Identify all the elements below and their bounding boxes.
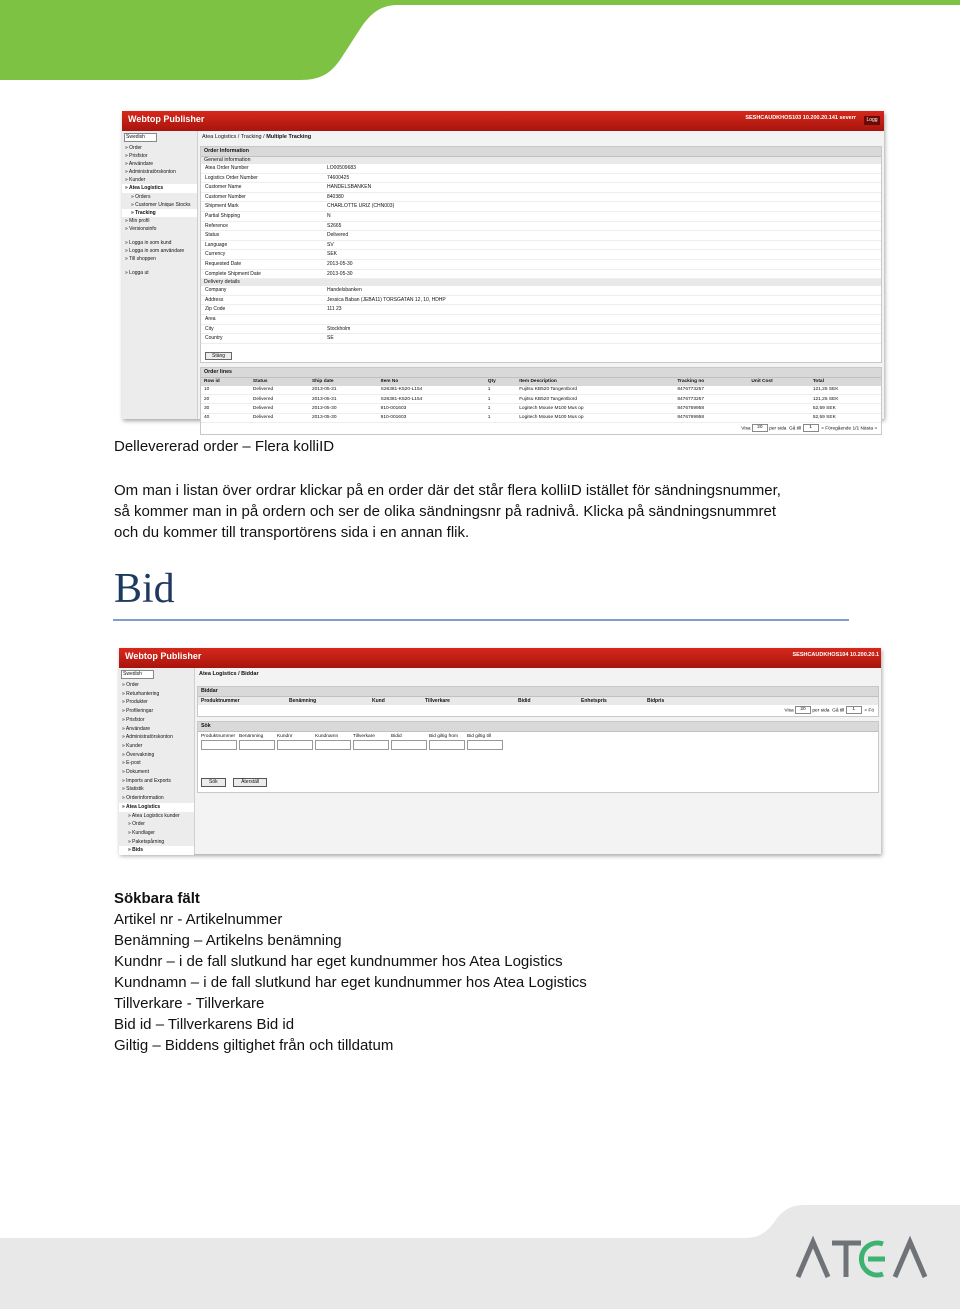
search-field-label: Bid giltig till: [467, 734, 491, 739]
search-field: [353, 734, 389, 750]
screenshot-multiple-tracking: [122, 111, 884, 432]
per-page-select[interactable]: 20: [795, 706, 811, 714]
search-field-label: Kundnamn: [315, 734, 339, 739]
table-cell: Delivered: [250, 404, 309, 413]
table-cell: 20: [201, 394, 250, 403]
main-content: [200, 131, 882, 432]
sidebar-item[interactable]: » Imports and Exports: [122, 777, 171, 784]
sidebar-item[interactable]: » Tracking: [122, 209, 197, 217]
sidebar-item[interactable]: » Returhantering: [122, 690, 160, 697]
info-value: Stockholm: [327, 325, 351, 332]
table-cell: Delivered: [250, 386, 309, 395]
info-label: Complete Shipment Date: [205, 270, 261, 277]
info-label: Currency: [205, 251, 226, 258]
search-field: [429, 734, 465, 750]
atea-logo: [795, 1238, 930, 1280]
table-cell: Delivered: [250, 394, 309, 403]
sidebar-item[interactable]: » Övervakning: [122, 751, 155, 758]
sidebar-item[interactable]: » Profileringar: [122, 708, 154, 715]
pager-nav[interactable]: « Föregående 1/1 Nästa »: [821, 426, 877, 432]
pager-goto-label: Gå till: [788, 426, 802, 432]
general-info-list: [201, 164, 881, 279]
info-label: Logistics Order Number: [205, 174, 258, 181]
sidebar-item[interactable]: » Statistik: [122, 786, 144, 793]
list-title: Sökbara fält: [114, 890, 200, 907]
info-value: SE: [327, 335, 334, 342]
info-value: [327, 315, 881, 324]
page-input[interactable]: 1: [803, 424, 819, 432]
page-input[interactable]: 1: [846, 706, 862, 714]
list-item: Tillverkare - Tillverkare: [114, 995, 265, 1012]
table-cell: [748, 413, 809, 422]
info-value: Handelsbanken: [327, 287, 362, 294]
sidebar-item[interactable]: » Min profil: [125, 217, 150, 224]
search-field: [239, 734, 275, 750]
heading-underline: [113, 619, 849, 621]
table-cell: [748, 394, 809, 403]
table-cell: 1: [485, 394, 516, 403]
info-label: Partial Shipping: [205, 212, 241, 219]
delivery-details-list: [201, 286, 881, 344]
table-cell: 121,25 SEK: [810, 394, 881, 403]
info-value: S2665: [327, 222, 342, 229]
panel-title: Biddar: [198, 687, 878, 697]
info-value: N: [327, 212, 331, 219]
app-header-bar: [119, 648, 881, 668]
column-header[interactable]: Bidid: [518, 698, 531, 704]
search-field: [467, 734, 503, 750]
info-row: [201, 286, 881, 296]
section-title-general: General information: [201, 157, 881, 164]
info-row: [201, 296, 881, 306]
table-cell: 910-001603: [378, 413, 485, 422]
info-label: Requested Date: [205, 260, 242, 267]
info-value: 74600425: [327, 174, 350, 181]
table-cell: 52,59 SEK: [810, 413, 881, 422]
table-cell: Logitech Mouse M100 Mus op: [516, 404, 674, 413]
list-item: Artikel nr - Artikelnummer: [114, 911, 283, 928]
app-title: Webtop Publisher: [125, 651, 202, 661]
column-header: Qty: [485, 378, 516, 386]
search-field-input[interactable]: [315, 740, 351, 750]
table-cell: S26381-K520-L154: [378, 386, 485, 395]
search-field-input[interactable]: [467, 740, 503, 750]
info-row: [201, 315, 881, 325]
table-cell: 910-001603: [378, 404, 485, 413]
pager-show-label: Visa: [784, 708, 794, 714]
table-cell: Fujitsu KB520 Tangentbord: [516, 386, 674, 395]
search-field-label: Tillverkare: [353, 734, 375, 739]
reset-button[interactable]: Återställ: [233, 778, 267, 787]
order-information-panel: [200, 146, 882, 363]
biddar-column-headers: [198, 697, 878, 705]
search-field-input[interactable]: [353, 740, 389, 750]
info-row: [201, 325, 881, 335]
search-field-label: Produktnummer: [201, 734, 236, 739]
table-cell: 30: [201, 404, 250, 413]
table-cell: Logitech Mouse M100 Mus op: [516, 413, 674, 422]
session-info: SESHCAUDKHOS103 10.200.20.141 severr: [745, 115, 856, 121]
info-value: HANDELSBANKEN: [327, 184, 372, 191]
sidebar-item[interactable]: » Användare: [125, 161, 154, 168]
sidebar-item[interactable]: » Logga in som användare: [125, 248, 185, 255]
search-button[interactable]: Sök: [201, 778, 226, 787]
searchable-fields-list: [114, 888, 587, 1056]
breadcrumb[interactable]: Atea Logistics / Biddar: [199, 671, 259, 677]
search-field-input[interactable]: [201, 740, 237, 750]
table-cell: [748, 404, 809, 413]
column-header: Total: [810, 378, 881, 386]
pager: [201, 423, 881, 434]
info-label: Shipment Mark: [205, 203, 239, 210]
column-header[interactable]: Kund: [372, 698, 385, 704]
info-value: CHARLOTTE URIZ (CHN003): [327, 203, 395, 210]
search-field-label: Benämning: [239, 734, 264, 739]
app-header-bar: [122, 111, 884, 131]
sidebar-item[interactable]: » Administratörskonton: [122, 734, 173, 741]
sidebar-item[interactable]: » Kunder: [122, 742, 143, 749]
table-cell: 1: [485, 404, 516, 413]
paragraph-line: och du kommer till transportörens sida i en annan flik.: [114, 524, 470, 541]
panel-title: Sök: [198, 722, 878, 732]
table-cell: 40: [201, 413, 250, 422]
search-field: [391, 734, 427, 750]
column-header: Tracking no: [674, 378, 748, 386]
info-label: Area: [205, 315, 216, 322]
info-value: 840380: [327, 193, 344, 200]
list-item: Giltig – Biddens giltighet från och tilldatum: [114, 1037, 394, 1054]
section-heading: Bid: [114, 566, 175, 612]
sidebar-item[interactable]: » Paketspårning: [128, 838, 165, 845]
search-field-label: Bid giltig from: [429, 734, 459, 739]
per-page-select[interactable]: 20: [752, 424, 768, 432]
info-row: [201, 334, 881, 344]
info-row: [201, 222, 881, 232]
language-select[interactable]: Swedish: [121, 670, 154, 679]
table-row: [201, 413, 881, 422]
list-item: Kundnamn – i de fall slutkund har eget kundnummer hos Atea Logistics: [114, 974, 587, 991]
pager-show-label: Visa: [741, 426, 751, 432]
info-label: Zip Code: [205, 306, 226, 313]
top-decorative-band: [0, 0, 960, 80]
sidebar-item[interactable]: » Order: [128, 821, 145, 828]
sidebar: [119, 668, 195, 854]
info-label: Customer Number: [205, 193, 246, 200]
search-field-label: Bidid: [391, 734, 402, 739]
paragraph-line: Om man i listan över ordrar klickar på en order där det står flera kolliID istället för sändningsnummer,: [114, 482, 781, 499]
sidebar-item[interactable]: » Användare: [122, 725, 151, 732]
tracking-link[interactable]: 8476769958: [674, 404, 748, 413]
order-lines-table: [201, 378, 881, 423]
table-cell: 1: [485, 386, 516, 395]
info-label: Company: [205, 287, 227, 294]
column-header: Ship date: [309, 378, 378, 386]
column-header[interactable]: Benämning: [289, 698, 317, 704]
close-button[interactable]: Stäng: [205, 352, 232, 360]
table-row: [201, 404, 881, 413]
paragraph-line: så kommer man in på ordern och ser de olika sändningsnr på radnivå. Klicka på sändningsnummret: [114, 503, 777, 520]
pager: [198, 705, 878, 716]
table-cell: 2013-05-31: [309, 394, 378, 403]
screenshot-biddar: [119, 648, 881, 854]
search-field-input[interactable]: [277, 740, 313, 750]
sidebar-item-logout[interactable]: » Logga ut: [125, 270, 149, 277]
breadcrumb: [200, 131, 882, 146]
sidebar: [122, 131, 198, 419]
table-cell: S26381-K520-L154: [378, 394, 485, 403]
info-label: Atea Order Number: [205, 165, 249, 171]
order-lines-panel: [200, 367, 882, 435]
column-header: Status: [250, 378, 309, 386]
info-value: SEK: [327, 251, 338, 258]
search-field: [277, 734, 313, 750]
pager-nav[interactable]: « Fö: [864, 708, 874, 714]
sidebar-item[interactable]: » Orders: [131, 193, 151, 200]
info-row: [201, 202, 881, 212]
info-row: [201, 193, 881, 203]
list-item: Kundnr – i de fall slutkund har eget kundnummer hos Atea Logistics: [114, 953, 563, 970]
table-cell: 2013-05-30: [309, 413, 378, 422]
panel-title: Order Information: [201, 147, 881, 157]
search-field: [201, 734, 237, 750]
column-header: Row id: [201, 378, 250, 386]
list-item: Benämning – Artikelns benämning: [114, 932, 342, 949]
breadcrumb-current: Multiple Tracking: [266, 134, 312, 140]
sidebar-item[interactable]: » Till shoppen: [125, 256, 156, 263]
info-row: [201, 250, 881, 260]
sidebar-item[interactable]: » Produkter: [122, 699, 148, 706]
list-item: Bid id – Tillverkarens Bid id: [114, 1016, 295, 1033]
tracking-link[interactable]: 8476773257: [674, 394, 748, 403]
info-value: 2013-05-30: [327, 260, 353, 267]
info-label: Country: [205, 335, 223, 342]
info-row: [201, 183, 881, 193]
search-field-input[interactable]: [429, 740, 465, 750]
biddar-panel: [197, 686, 879, 717]
table-cell: Delivered: [250, 413, 309, 422]
sidebar-menu-bottom: [122, 239, 197, 263]
table-cell: 2013-05-30: [309, 404, 378, 413]
info-value: LO00509683: [327, 165, 356, 171]
info-row: [201, 260, 881, 270]
search-panel: [197, 721, 879, 793]
search-fields: [198, 732, 878, 750]
sidebar-item[interactable]: » Kundlager: [128, 829, 155, 836]
sidebar-menu: [122, 144, 197, 233]
pager-per-page-label: per sida: [769, 426, 787, 432]
sidebar-item[interactable]: » Prisfstor: [125, 153, 148, 160]
info-value: 2013-05-30: [327, 270, 353, 277]
info-label: Reference: [205, 222, 229, 229]
sidebar-item[interactable]: » Dokument: [122, 769, 149, 776]
sidebar-item[interactable]: » Atea Logistics: [119, 803, 194, 812]
info-row: [201, 174, 881, 184]
sidebar-item[interactable]: » Bids: [119, 846, 194, 855]
info-label: Customer Name: [205, 184, 242, 191]
info-row: [201, 270, 881, 280]
info-label: Status: [205, 232, 220, 239]
info-value: Delivered: [327, 232, 349, 239]
table-cell: 2013-05-31: [309, 386, 378, 395]
search-field-label: Kundnr: [277, 734, 293, 739]
app-title: Webtop Publisher: [128, 114, 205, 124]
column-header: Item Description: [516, 378, 674, 386]
sidebar-item[interactable]: » E-post: [122, 760, 141, 767]
paragraph: [114, 480, 781, 543]
table-cell: Fujitsu KB520 Tangentbord: [516, 394, 674, 403]
section-title-delivery: Delivery details: [201, 279, 881, 286]
sidebar-item[interactable]: » Kunder: [125, 177, 146, 184]
info-label: Language: [205, 241, 228, 248]
table-cell: 1: [485, 413, 516, 422]
sidebar-menu: [119, 681, 194, 855]
search-field-input[interactable]: [239, 740, 275, 750]
search-field: [315, 734, 351, 750]
info-row: [201, 212, 881, 222]
info-value: 111 23: [327, 306, 342, 313]
language-select[interactable]: Swedish: [124, 133, 157, 142]
tracking-link[interactable]: 8476769958: [674, 413, 748, 422]
table-cell: 52,59 SEK: [810, 404, 881, 413]
sidebar-item[interactable]: » Orderinformation: [122, 795, 164, 802]
pager-goto-label: Gå till: [832, 708, 845, 714]
sidebar-item[interactable]: » Order: [125, 145, 142, 151]
info-row: [201, 231, 881, 241]
column-header[interactable]: Tillverkare: [425, 698, 450, 704]
column-header: Item No: [378, 378, 485, 386]
session-info: SESHCAUDKHOS104 10.200.20.1: [792, 652, 879, 658]
info-value: SV: [327, 241, 334, 248]
table-cell: 10: [201, 386, 250, 395]
column-header[interactable]: Produktnummer: [201, 698, 240, 704]
sidebar-item[interactable]: » Order: [122, 682, 139, 688]
logout-button[interactable]: Logg: [864, 116, 880, 125]
main-content: [197, 668, 879, 854]
table-cell: 121,25 SEK: [810, 386, 881, 395]
info-row: [201, 305, 881, 315]
sidebar-item[interactable]: » Atea Logistics: [122, 184, 197, 192]
info-row: [201, 164, 881, 174]
search-field-input[interactable]: [391, 740, 427, 750]
sidebar-item[interactable]: » Logga in som kund: [125, 240, 172, 247]
info-row: [201, 241, 881, 251]
info-label: Address: [205, 296, 224, 303]
table-row: [201, 394, 881, 403]
table-cell: [748, 386, 809, 395]
sidebar-item[interactable]: » Prisfstor: [122, 716, 145, 723]
column-header[interactable]: Bidpris: [647, 698, 665, 704]
tracking-link[interactable]: 8476773257: [674, 386, 748, 395]
info-label: City: [205, 325, 214, 332]
pager-per-page-label: per sida: [812, 708, 830, 714]
table-row: [201, 386, 881, 395]
caption: Dellevererad order – Flera kolliID: [114, 438, 335, 455]
sidebar-item[interactable]: » Versionsinfo: [125, 225, 157, 232]
panel-title: Order lines: [201, 368, 881, 378]
info-value: Jessica Baban (JEBA11) TORSGATAN 12, 10, HDHP: [327, 296, 446, 303]
column-header: Unit Cost: [748, 378, 809, 386]
column-header[interactable]: Enhetspris: [581, 698, 607, 704]
breadcrumb-path[interactable]: Atea Logistics / Tracking /: [202, 134, 267, 140]
sidebar-item[interactable]: » Customer Unique Stocks: [131, 201, 191, 208]
sidebar-item[interactable]: » Atea Logistics kunder: [128, 812, 180, 819]
sidebar-item[interactable]: » Administratörskonton: [125, 169, 176, 176]
